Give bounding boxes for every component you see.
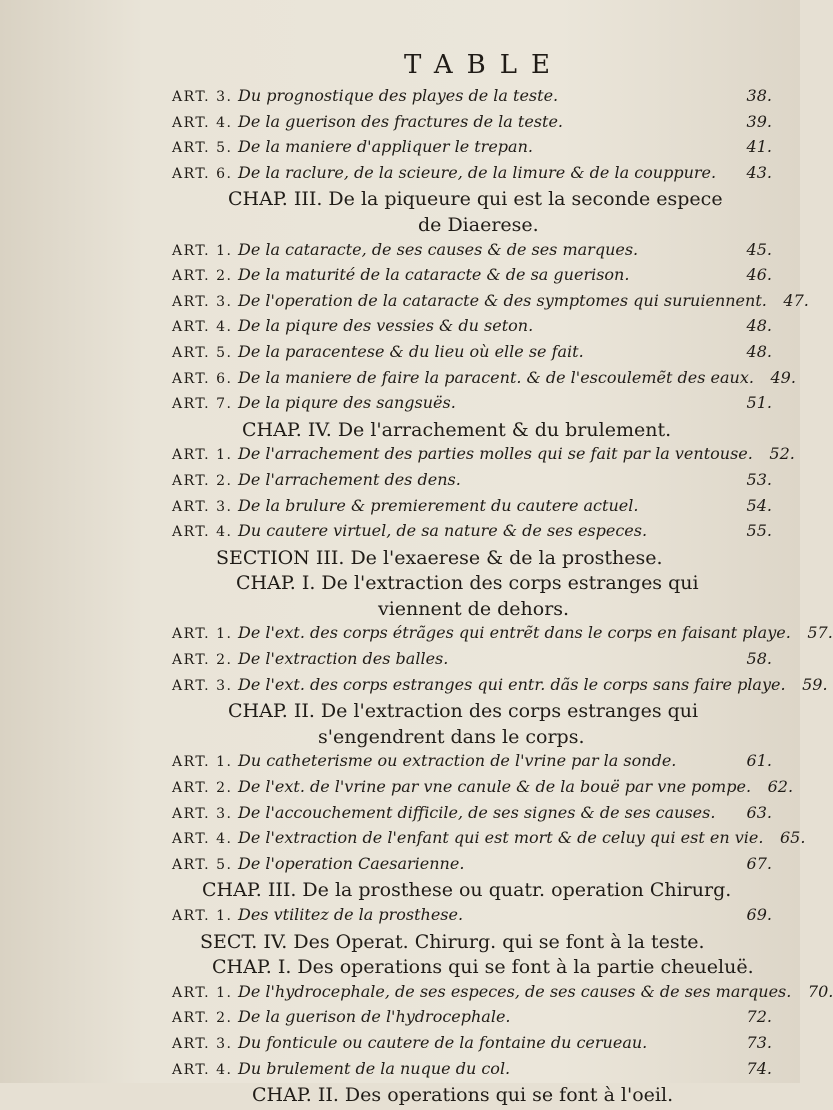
chapter-heading: de Diaerese. <box>418 213 539 236</box>
article-number: ART. 5. <box>172 344 233 361</box>
article-title: Du brulement de la nuque du col. <box>238 1058 511 1078</box>
page-number: 45. <box>746 239 772 259</box>
article-number: ART. 3. <box>172 498 233 515</box>
article-number: ART. 3. <box>172 677 233 694</box>
article-number: ART. 3. <box>172 805 233 822</box>
article-title: De l'ext. des corps étrãges qui entrẽt dans le corps en faisant playe. <box>238 623 791 643</box>
article-title: Du fonticule ou cautere de la fontaine du cerueau. <box>238 1032 648 1052</box>
page-number: 67. <box>746 853 772 873</box>
toc-entry <box>172 521 772 547</box>
page-number: 73. <box>746 1032 772 1052</box>
toc-entry <box>172 803 772 829</box>
article-number: ART. 3. <box>172 1035 233 1052</box>
toc-entry <box>172 342 772 368</box>
article-title: De la paracentese & du lieu où elle se fait. <box>238 341 584 361</box>
page-title: TABLE <box>403 50 565 80</box>
toc-entry <box>172 1033 772 1059</box>
toc-entry <box>172 649 772 675</box>
chapter-heading: CHAP. II. Des operations qui se font à l'oeil. <box>252 1084 674 1107</box>
page-number: 43. <box>746 162 772 182</box>
article-number: ART. 4. <box>172 524 233 541</box>
page-number: 65. <box>779 828 806 848</box>
article-number: ART. 2. <box>172 780 233 797</box>
article-number: ART. 2. <box>172 1010 233 1027</box>
toc-entry <box>172 470 772 496</box>
chapter-heading: viennent de dehors. <box>378 597 570 620</box>
page-number: 47. <box>783 290 809 310</box>
article-title: De la piqure des vessies & du seton. <box>238 316 534 336</box>
toc-entry <box>172 393 772 419</box>
page-number: 57. <box>807 623 833 643</box>
article-number: ART. 5. <box>172 856 233 873</box>
page-number: 52. <box>769 444 795 464</box>
page-number: 53. <box>746 469 772 489</box>
article-number: ART. 3. <box>172 293 233 310</box>
chapter-heading: CHAP. I. De l'extraction des corps estranges qui <box>236 572 699 595</box>
page-number: 54. <box>746 495 772 515</box>
article-title: De la guerison des fractures de la teste. <box>238 111 563 131</box>
page-number: 70. <box>807 981 833 1001</box>
toc-entry <box>172 163 772 189</box>
toc-entry <box>172 828 806 854</box>
article-title: De l'ext. de l'vrine par vne canule & de la bouë par vne pompe. <box>238 777 752 797</box>
toc-entry <box>172 112 772 138</box>
page-number: 46. <box>746 265 772 285</box>
toc-entry <box>172 86 772 112</box>
toc-entry <box>172 751 772 777</box>
article-number: ART. 2. <box>172 652 233 669</box>
page-number: 38. <box>746 86 772 105</box>
toc-entry <box>172 981 833 1008</box>
page-number: 74. <box>746 1058 772 1078</box>
article-title: De la maniere de faire la paracent. & de l'escoulemẽt des eaux. <box>238 367 754 387</box>
chapter-heading: SECTION III. De l'exaerese & de la prosthese. <box>216 546 663 569</box>
article-number: ART. 4. <box>172 1061 233 1078</box>
page-number: 72. <box>746 1007 772 1027</box>
chapter-heading: CHAP. II. De l'extraction des corps estranges qui <box>228 700 699 723</box>
article-title: De l'hydrocephale, de ses especes, de ses causes & de ses marques. <box>238 981 792 1001</box>
toc-entry <box>172 854 772 880</box>
toc-entry <box>172 1059 772 1085</box>
article-number: ART. 5. <box>172 140 233 157</box>
chapter-heading: CHAP. IV. De l'arrachement & du brulement. <box>242 418 672 441</box>
article-number: ART. 1. <box>172 626 233 643</box>
chapter-heading: SECT. IV. Des Operat. Chirurg. qui se font à la teste. <box>200 930 705 953</box>
page-number: 48. <box>746 316 772 336</box>
article-number: ART. 4. <box>172 319 233 336</box>
article-title: De l'operation Caesarienne. <box>238 853 465 873</box>
toc-entry <box>172 1007 772 1033</box>
article-title: De l'extraction de l'enfant qui est mort & de celuy qui est en vie. <box>238 828 764 848</box>
article-title: De l'extraction des balles. <box>238 649 449 669</box>
article-title: De la maniere d'appliquer le trepan. <box>238 137 533 157</box>
toc-entry <box>172 290 809 317</box>
toc-entry <box>172 265 772 291</box>
article-number: ART. 1. <box>172 984 233 1001</box>
toc-entry <box>172 905 772 931</box>
article-number: ART. 2. <box>172 472 233 489</box>
page-number: 51. <box>746 393 772 413</box>
article-title: Des vtilitez de la prosthese. <box>238 905 464 924</box>
article-title: De la brulure & premierement du cautere actuel. <box>238 495 639 515</box>
page-number: 58. <box>746 649 772 669</box>
page-number: 69. <box>746 905 772 924</box>
article-number: ART. 1. <box>172 447 233 464</box>
page-number: 39. <box>746 111 772 131</box>
page-number: 59. <box>802 674 828 694</box>
article-title: De la piqure des sangsuës. <box>238 393 456 413</box>
toc-entry <box>172 623 833 649</box>
article-title: De la raclure, de la scieure, de la limure & de la couppure. <box>238 162 717 182</box>
article-title: De l'ext. des corps estranges qui entr. dãs le corps sans faire playe. <box>238 674 786 694</box>
article-title: De l'arrachement des dens. <box>238 469 461 489</box>
page-number: 62. <box>767 777 794 797</box>
article-number: ART. 2. <box>172 268 233 285</box>
toc-entry <box>172 444 795 470</box>
article-title: De l'accouchement difficile, de ses signes & de ses causes. <box>238 802 716 822</box>
article-title: De la cataracte, de ses causes & de ses marques. <box>238 239 639 259</box>
toc-entry <box>172 137 772 163</box>
article-number: ART. 4. <box>172 831 233 848</box>
article-number: ART. 6. <box>172 165 233 182</box>
article-title: De l'arrachement des parties molles qui se fait par la ventouse. <box>238 444 753 464</box>
article-title: Du cautere virtuel, de sa nature & de ses especes. <box>238 521 648 541</box>
page-number: 61. <box>746 751 772 771</box>
article-number: ART. 7. <box>172 396 233 413</box>
article-number: ART. 3. <box>172 89 233 105</box>
chapter-heading: CHAP. III. De la prosthese ou quatr. operation Chirurg. <box>202 879 732 902</box>
toc-entry <box>172 316 772 342</box>
toc-entry <box>172 496 772 522</box>
chapter-heading: CHAP. III. De la piqueure qui est la seconde espece <box>228 188 723 211</box>
toc-entry <box>172 674 828 701</box>
article-title: De la maturité de la cataracte & de sa guerison. <box>238 265 630 285</box>
table-of-contents <box>172 86 833 1110</box>
article-number: ART. 4. <box>172 114 233 131</box>
toc-entry <box>172 240 772 266</box>
page-number: 48. <box>746 341 772 361</box>
article-title: Du prognostique des playes de la teste. <box>238 86 559 105</box>
chapter-heading: CHAP. I. Des operations qui se font à la partie cheueluë. <box>212 956 754 979</box>
page-number: 55. <box>746 521 772 541</box>
article-title: De la guerison de l'hydrocephale. <box>238 1007 511 1027</box>
article-number: ART. 1. <box>172 754 233 771</box>
page-number: 41. <box>746 137 772 157</box>
article-number: ART. 1. <box>172 242 233 259</box>
article-title: De l'operation de la cataracte & des symptomes qui suruiennent. <box>238 290 767 310</box>
toc-entry <box>172 367 796 394</box>
page-number: 63. <box>746 802 772 822</box>
toc-entry <box>172 777 794 803</box>
page-number: 49. <box>770 367 796 387</box>
article-title: Du catheterisme ou extraction de l'vrine par la sonde. <box>238 751 677 771</box>
article-number: ART. 1. <box>172 908 233 924</box>
chapter-heading: s'engendrent dans le corps. <box>318 725 585 748</box>
article-number: ART. 6. <box>172 370 233 387</box>
